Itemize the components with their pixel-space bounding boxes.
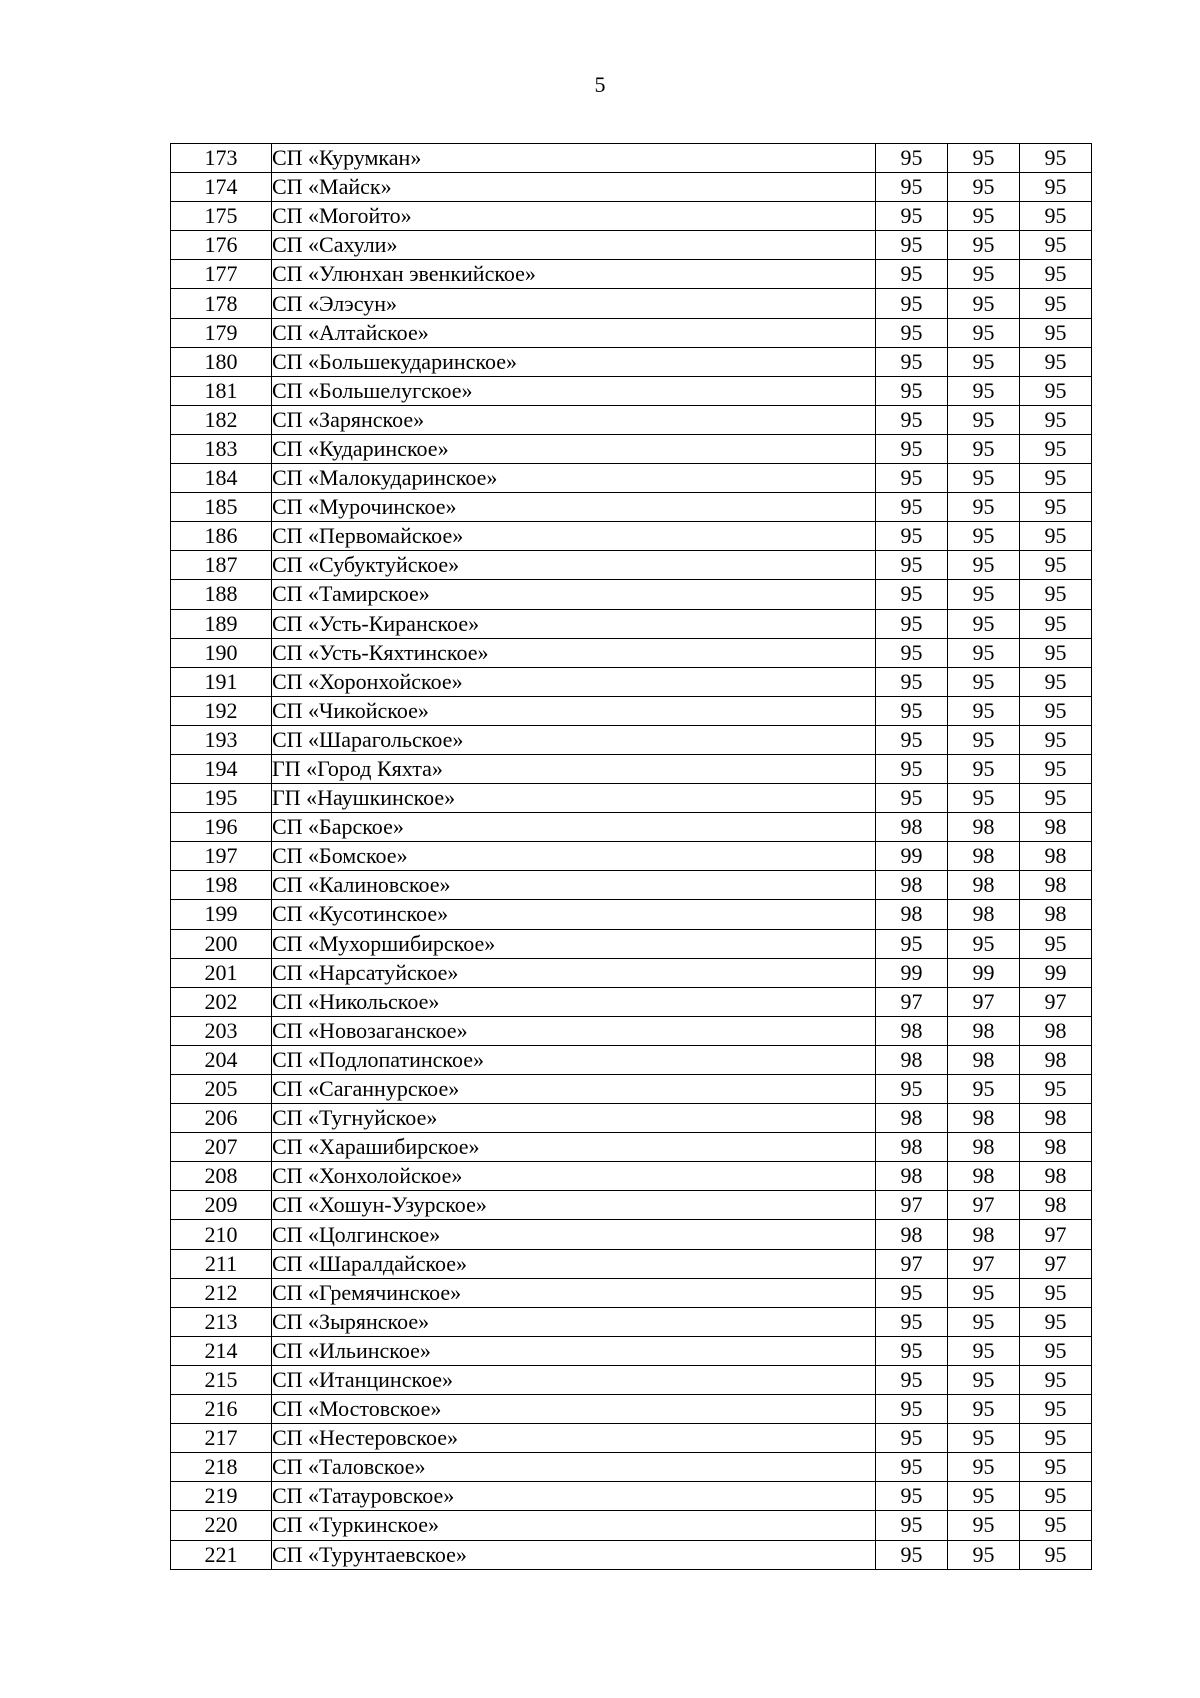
value-cell-1: 97 <box>876 1191 948 1220</box>
value-cell-2: 98 <box>948 813 1020 842</box>
settlement-name-cell: СП «Усть-Киранское» <box>272 609 876 638</box>
table-row <box>171 871 1092 900</box>
value-cell-2: 98 <box>948 842 1020 871</box>
value-cell-3: 98 <box>1020 1104 1092 1133</box>
row-number-cell: 189 <box>171 609 272 638</box>
table-row <box>171 987 1092 1016</box>
value-cell-1: 98 <box>876 1133 948 1162</box>
settlement-name-cell: СП «Шарагольское» <box>272 725 876 754</box>
value-cell-2: 95 <box>948 696 1020 725</box>
row-number-cell: 188 <box>171 580 272 609</box>
row-number-cell: 191 <box>171 667 272 696</box>
value-cell-3: 95 <box>1020 1540 1092 1569</box>
row-number-cell: 195 <box>171 784 272 813</box>
value-cell-1: 95 <box>876 1453 948 1482</box>
row-number-cell: 220 <box>171 1511 272 1540</box>
row-number-cell: 198 <box>171 871 272 900</box>
value-cell-3: 95 <box>1020 696 1092 725</box>
table-row <box>171 347 1092 376</box>
value-cell-3: 95 <box>1020 289 1092 318</box>
settlement-name-cell: СП «Нарсатуйское» <box>272 958 876 987</box>
settlement-name-cell: СП «Калиновское» <box>272 871 876 900</box>
table-row <box>171 696 1092 725</box>
value-cell-1: 95 <box>876 1336 948 1365</box>
value-cell-3: 95 <box>1020 434 1092 463</box>
value-cell-1: 97 <box>876 987 948 1016</box>
settlement-name-cell: СП «Таловское» <box>272 1453 876 1482</box>
value-cell-2: 98 <box>948 871 1020 900</box>
value-cell-1: 95 <box>876 1307 948 1336</box>
value-cell-1: 98 <box>876 813 948 842</box>
value-cell-3: 95 <box>1020 1511 1092 1540</box>
table-row <box>171 1016 1092 1045</box>
row-number-cell: 213 <box>171 1307 272 1336</box>
row-number-cell: 194 <box>171 754 272 783</box>
table-row <box>171 1453 1092 1482</box>
table-row <box>171 754 1092 783</box>
settlement-name-cell: СП «Хонхолойское» <box>272 1162 876 1191</box>
table-row <box>171 1395 1092 1424</box>
settlement-name-cell: СП «Никольское» <box>272 987 876 1016</box>
row-number-cell: 208 <box>171 1162 272 1191</box>
settlement-name-cell: СП «Сахули» <box>272 231 876 260</box>
table-row <box>171 1336 1092 1365</box>
value-cell-1: 98 <box>876 1220 948 1249</box>
settlement-name-cell: СП «Подлопатинское» <box>272 1045 876 1074</box>
value-cell-3: 95 <box>1020 1424 1092 1453</box>
table-row <box>171 376 1092 405</box>
settlement-name-cell: СП «Мурочинское» <box>272 493 876 522</box>
value-cell-3: 98 <box>1020 1016 1092 1045</box>
settlement-name-cell: СП «Цолгинское» <box>272 1220 876 1249</box>
table-row <box>171 464 1092 493</box>
value-cell-1: 95 <box>876 1511 948 1540</box>
value-cell-2: 98 <box>948 1162 1020 1191</box>
value-cell-1: 95 <box>876 260 948 289</box>
row-number-cell: 173 <box>171 144 272 173</box>
row-number-cell: 186 <box>171 522 272 551</box>
settlement-name-cell: СП «Зарянское» <box>272 405 876 434</box>
value-cell-2: 95 <box>948 522 1020 551</box>
settlement-name-cell: СП «Тугнуйское» <box>272 1104 876 1133</box>
value-cell-1: 95 <box>876 376 948 405</box>
value-cell-1: 95 <box>876 231 948 260</box>
row-number-cell: 215 <box>171 1365 272 1394</box>
value-cell-2: 95 <box>948 1395 1020 1424</box>
page-number: 5 <box>594 72 606 97</box>
settlement-name-cell: СП «Саганнурское» <box>272 1075 876 1104</box>
value-cell-2: 95 <box>948 1540 1020 1569</box>
value-cell-1: 95 <box>876 1278 948 1307</box>
value-cell-1: 99 <box>876 958 948 987</box>
value-cell-1: 95 <box>876 1540 948 1569</box>
value-cell-2: 97 <box>948 1191 1020 1220</box>
data-table <box>170 143 1092 1570</box>
row-number-cell: 221 <box>171 1540 272 1569</box>
settlement-name-cell: СП «Большекударинское» <box>272 347 876 376</box>
row-number-cell: 202 <box>171 987 272 1016</box>
value-cell-2: 98 <box>948 1104 1020 1133</box>
value-cell-3: 95 <box>1020 1395 1092 1424</box>
value-cell-1: 98 <box>876 900 948 929</box>
value-cell-3: 95 <box>1020 522 1092 551</box>
value-cell-3: 95 <box>1020 667 1092 696</box>
value-cell-1: 98 <box>876 1016 948 1045</box>
value-cell-3: 95 <box>1020 784 1092 813</box>
value-cell-3: 95 <box>1020 347 1092 376</box>
settlement-name-cell: СП «Могойто» <box>272 202 876 231</box>
value-cell-1: 95 <box>876 1365 948 1394</box>
value-cell-3: 95 <box>1020 754 1092 783</box>
row-number-cell: 193 <box>171 725 272 754</box>
table-row <box>171 1220 1092 1249</box>
value-cell-1: 95 <box>876 464 948 493</box>
table-body <box>171 144 1092 1570</box>
value-cell-2: 98 <box>948 1016 1020 1045</box>
value-cell-1: 95 <box>876 929 948 958</box>
value-cell-1: 95 <box>876 609 948 638</box>
table-row <box>171 1191 1092 1220</box>
value-cell-2: 95 <box>948 638 1020 667</box>
table-row <box>171 1104 1092 1133</box>
row-number-cell: 204 <box>171 1045 272 1074</box>
value-cell-1: 95 <box>876 493 948 522</box>
value-cell-1: 98 <box>876 1045 948 1074</box>
table-row <box>171 173 1092 202</box>
settlement-name-cell: СП «Большелугское» <box>272 376 876 405</box>
value-cell-2: 95 <box>948 202 1020 231</box>
value-cell-3: 95 <box>1020 580 1092 609</box>
settlement-name-cell: СП «Майск» <box>272 173 876 202</box>
row-number-cell: 203 <box>171 1016 272 1045</box>
settlement-name-cell: СП «Хошун-Узурское» <box>272 1191 876 1220</box>
value-cell-2: 95 <box>948 464 1020 493</box>
table-row <box>171 522 1092 551</box>
row-number-cell: 200 <box>171 929 272 958</box>
value-cell-1: 95 <box>876 1075 948 1104</box>
value-cell-3: 98 <box>1020 871 1092 900</box>
value-cell-3: 95 <box>1020 1482 1092 1511</box>
table-row <box>171 1511 1092 1540</box>
value-cell-3: 95 <box>1020 929 1092 958</box>
value-cell-2: 95 <box>948 725 1020 754</box>
table-row <box>171 1540 1092 1569</box>
settlement-name-cell: СП «Итанцинское» <box>272 1365 876 1394</box>
row-number-cell: 179 <box>171 318 272 347</box>
settlement-name-cell: СП «Татауровское» <box>272 1482 876 1511</box>
value-cell-2: 95 <box>948 144 1020 173</box>
settlement-name-cell: СП «Кударинское» <box>272 434 876 463</box>
value-cell-2: 95 <box>948 580 1020 609</box>
table-row <box>171 813 1092 842</box>
value-cell-2: 95 <box>948 434 1020 463</box>
value-cell-2: 95 <box>948 1307 1020 1336</box>
settlement-name-cell: СП «Элэсун» <box>272 289 876 318</box>
row-number-cell: 175 <box>171 202 272 231</box>
row-number-cell: 199 <box>171 900 272 929</box>
value-cell-2: 95 <box>948 376 1020 405</box>
table-row <box>171 638 1092 667</box>
table-row <box>171 551 1092 580</box>
value-cell-3: 95 <box>1020 318 1092 347</box>
value-cell-2: 95 <box>948 1453 1020 1482</box>
row-number-cell: 190 <box>171 638 272 667</box>
value-cell-2: 97 <box>948 1249 1020 1278</box>
value-cell-2: 95 <box>948 173 1020 202</box>
row-number-cell: 174 <box>171 173 272 202</box>
value-cell-1: 95 <box>876 347 948 376</box>
row-number-cell: 183 <box>171 434 272 463</box>
value-cell-3: 98 <box>1020 842 1092 871</box>
value-cell-3: 95 <box>1020 725 1092 754</box>
value-cell-3: 95 <box>1020 1365 1092 1394</box>
table-row <box>171 842 1092 871</box>
table-row <box>171 580 1092 609</box>
value-cell-2: 98 <box>948 1133 1020 1162</box>
value-cell-2: 97 <box>948 987 1020 1016</box>
value-cell-1: 97 <box>876 1249 948 1278</box>
value-cell-2: 95 <box>948 1424 1020 1453</box>
table-row <box>171 202 1092 231</box>
value-cell-2: 95 <box>948 260 1020 289</box>
row-number-cell: 185 <box>171 493 272 522</box>
value-cell-3: 95 <box>1020 405 1092 434</box>
row-number-cell: 177 <box>171 260 272 289</box>
value-cell-1: 95 <box>876 754 948 783</box>
table-row <box>171 1278 1092 1307</box>
row-number-cell: 201 <box>171 958 272 987</box>
value-cell-3: 95 <box>1020 1453 1092 1482</box>
value-cell-3: 97 <box>1020 1249 1092 1278</box>
row-number-cell: 209 <box>171 1191 272 1220</box>
value-cell-2: 95 <box>948 667 1020 696</box>
table-row <box>171 1424 1092 1453</box>
table-row <box>171 900 1092 929</box>
value-cell-2: 95 <box>948 1336 1020 1365</box>
table-row <box>171 318 1092 347</box>
settlement-name-cell: СП «Усть-Кяхтинское» <box>272 638 876 667</box>
settlement-name-cell: СП «Алтайское» <box>272 318 876 347</box>
value-cell-1: 95 <box>876 784 948 813</box>
value-cell-1: 95 <box>876 173 948 202</box>
settlement-name-cell: СП «Мостовское» <box>272 1395 876 1424</box>
value-cell-1: 98 <box>876 1104 948 1133</box>
value-cell-3: 98 <box>1020 813 1092 842</box>
table-row <box>171 405 1092 434</box>
row-number-cell: 210 <box>171 1220 272 1249</box>
value-cell-3: 97 <box>1020 1220 1092 1249</box>
value-cell-2: 95 <box>948 1278 1020 1307</box>
table-row <box>171 144 1092 173</box>
settlement-name-cell: ГП «Город Кяхта» <box>272 754 876 783</box>
value-cell-3: 95 <box>1020 1075 1092 1104</box>
row-number-cell: 218 <box>171 1453 272 1482</box>
settlement-name-cell: СП «Нестеровское» <box>272 1424 876 1453</box>
value-cell-2: 95 <box>948 1511 1020 1540</box>
settlement-name-cell: СП «Тамирское» <box>272 580 876 609</box>
row-number-cell: 192 <box>171 696 272 725</box>
value-cell-3: 95 <box>1020 202 1092 231</box>
value-cell-1: 95 <box>876 551 948 580</box>
value-cell-3: 95 <box>1020 551 1092 580</box>
value-cell-3: 95 <box>1020 231 1092 260</box>
value-cell-1: 95 <box>876 1424 948 1453</box>
value-cell-3: 98 <box>1020 1045 1092 1074</box>
value-cell-2: 95 <box>948 609 1020 638</box>
value-cell-3: 95 <box>1020 173 1092 202</box>
value-cell-2: 95 <box>948 1075 1020 1104</box>
row-number-cell: 219 <box>171 1482 272 1511</box>
table-row <box>171 609 1092 638</box>
row-number-cell: 212 <box>171 1278 272 1307</box>
table-row <box>171 784 1092 813</box>
settlement-name-cell: СП «Чикойское» <box>272 696 876 725</box>
table-row <box>171 1162 1092 1191</box>
row-number-cell: 196 <box>171 813 272 842</box>
value-cell-1: 99 <box>876 842 948 871</box>
settlement-name-cell: СП «Барское» <box>272 813 876 842</box>
row-number-cell: 214 <box>171 1336 272 1365</box>
value-cell-2: 95 <box>948 929 1020 958</box>
value-cell-1: 95 <box>876 318 948 347</box>
value-cell-2: 95 <box>948 231 1020 260</box>
settlement-name-cell: СП «Бомское» <box>272 842 876 871</box>
value-cell-2: 99 <box>948 958 1020 987</box>
row-number-cell: 197 <box>171 842 272 871</box>
value-cell-3: 95 <box>1020 609 1092 638</box>
value-cell-3: 95 <box>1020 1278 1092 1307</box>
value-cell-3: 95 <box>1020 376 1092 405</box>
row-number-cell: 187 <box>171 551 272 580</box>
value-cell-2: 95 <box>948 1482 1020 1511</box>
value-cell-2: 98 <box>948 900 1020 929</box>
settlement-name-cell: СП «Малокударинское» <box>272 464 876 493</box>
value-cell-1: 95 <box>876 405 948 434</box>
table-row <box>171 1075 1092 1104</box>
value-cell-2: 95 <box>948 405 1020 434</box>
value-cell-1: 95 <box>876 202 948 231</box>
settlement-name-cell: СП «Хоронхойское» <box>272 667 876 696</box>
value-cell-2: 95 <box>948 347 1020 376</box>
settlement-name-cell: СП «Кусотинское» <box>272 900 876 929</box>
value-cell-3: 95 <box>1020 493 1092 522</box>
row-number-cell: 217 <box>171 1424 272 1453</box>
row-number-cell: 216 <box>171 1395 272 1424</box>
value-cell-2: 95 <box>948 1365 1020 1394</box>
value-cell-1: 95 <box>876 144 948 173</box>
value-cell-3: 99 <box>1020 958 1092 987</box>
table-row <box>171 725 1092 754</box>
table-row <box>171 289 1092 318</box>
table-row <box>171 1482 1092 1511</box>
row-number-cell: 205 <box>171 1075 272 1104</box>
table-row <box>171 1365 1092 1394</box>
table-row <box>171 958 1092 987</box>
table-row <box>171 929 1092 958</box>
value-cell-2: 95 <box>948 318 1020 347</box>
value-cell-1: 95 <box>876 696 948 725</box>
table-row <box>171 260 1092 289</box>
settlement-name-cell: СП «Субуктуйское» <box>272 551 876 580</box>
settlement-name-cell: СП «Улюнхан эвенкийское» <box>272 260 876 289</box>
row-number-cell: 184 <box>171 464 272 493</box>
value-cell-3: 95 <box>1020 1336 1092 1365</box>
settlement-name-cell: СП «Первомайское» <box>272 522 876 551</box>
value-cell-1: 95 <box>876 522 948 551</box>
value-cell-1: 98 <box>876 871 948 900</box>
value-cell-2: 95 <box>948 784 1020 813</box>
value-cell-1: 95 <box>876 1395 948 1424</box>
row-number-cell: 176 <box>171 231 272 260</box>
row-number-cell: 206 <box>171 1104 272 1133</box>
value-cell-1: 95 <box>876 289 948 318</box>
table-row <box>171 1045 1092 1074</box>
value-cell-1: 95 <box>876 1482 948 1511</box>
value-cell-3: 98 <box>1020 1133 1092 1162</box>
value-cell-1: 95 <box>876 638 948 667</box>
table-row <box>171 231 1092 260</box>
settlement-name-cell: СП «Ильинское» <box>272 1336 876 1365</box>
value-cell-1: 95 <box>876 725 948 754</box>
value-cell-2: 95 <box>948 289 1020 318</box>
settlement-name-cell: ГП «Наушкинское» <box>272 784 876 813</box>
settlement-name-cell: СП «Туркинское» <box>272 1511 876 1540</box>
value-cell-1: 95 <box>876 580 948 609</box>
value-cell-2: 98 <box>948 1045 1020 1074</box>
value-cell-2: 98 <box>948 1220 1020 1249</box>
table-row <box>171 1133 1092 1162</box>
settlement-name-cell: СП «Зырянское» <box>272 1307 876 1336</box>
value-cell-2: 95 <box>948 551 1020 580</box>
value-cell-1: 95 <box>876 434 948 463</box>
settlement-name-cell: СП «Новозаганское» <box>272 1016 876 1045</box>
value-cell-3: 97 <box>1020 987 1092 1016</box>
settlement-name-cell: СП «Гремячинское» <box>272 1278 876 1307</box>
table-row <box>171 1307 1092 1336</box>
value-cell-3: 95 <box>1020 1307 1092 1336</box>
row-number-cell: 182 <box>171 405 272 434</box>
value-cell-3: 95 <box>1020 464 1092 493</box>
value-cell-1: 95 <box>876 667 948 696</box>
table-row <box>171 493 1092 522</box>
table-row <box>171 434 1092 463</box>
settlement-name-cell: СП «Шаралдайское» <box>272 1249 876 1278</box>
settlement-name-cell: СП «Курумкан» <box>272 144 876 173</box>
settlement-name-cell: СП «Харашибирское» <box>272 1133 876 1162</box>
value-cell-3: 95 <box>1020 638 1092 667</box>
value-cell-3: 98 <box>1020 900 1092 929</box>
value-cell-3: 95 <box>1020 144 1092 173</box>
value-cell-2: 95 <box>948 493 1020 522</box>
row-number-cell: 211 <box>171 1249 272 1278</box>
value-cell-2: 95 <box>948 754 1020 783</box>
value-cell-1: 98 <box>876 1162 948 1191</box>
value-cell-3: 95 <box>1020 260 1092 289</box>
value-cell-3: 98 <box>1020 1162 1092 1191</box>
row-number-cell: 178 <box>171 289 272 318</box>
row-number-cell: 181 <box>171 376 272 405</box>
row-number-cell: 180 <box>171 347 272 376</box>
row-number-cell: 207 <box>171 1133 272 1162</box>
settlement-name-cell: СП «Турунтаевское» <box>272 1540 876 1569</box>
settlement-name-cell: СП «Мухоршибирское» <box>272 929 876 958</box>
table-row <box>171 1249 1092 1278</box>
value-cell-3: 98 <box>1020 1191 1092 1220</box>
table-row <box>171 667 1092 696</box>
